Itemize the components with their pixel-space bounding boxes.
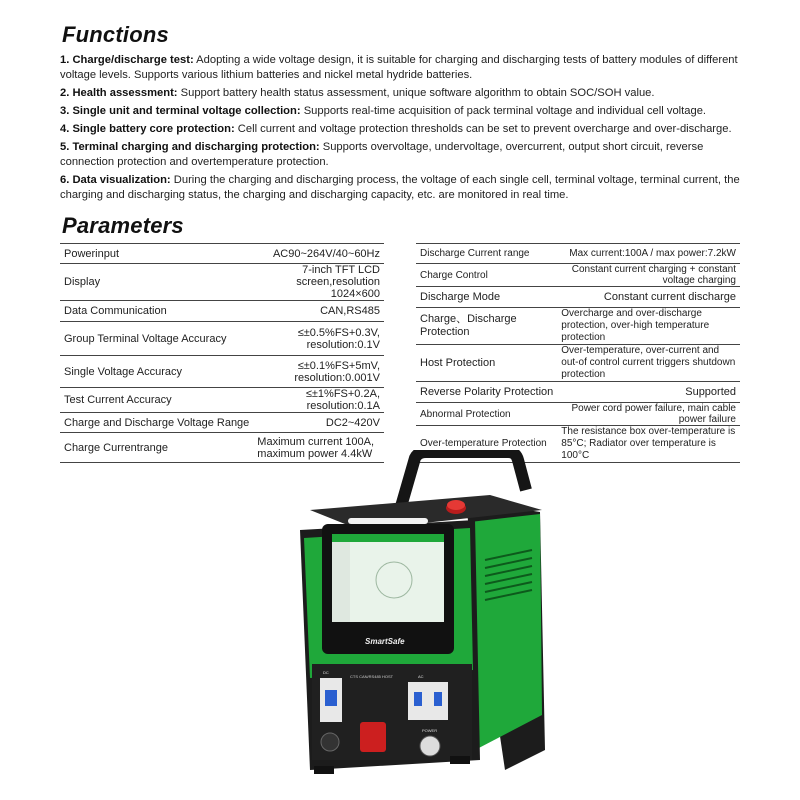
table-row (416, 382, 740, 403)
function-item (60, 86, 744, 101)
power-label: POWER (422, 728, 438, 733)
function-label: 5. Terminal charging and discharging protection: (60, 141, 320, 153)
function-text: Supports overvoltage, undervoltage, overcurrent, output short circuit, reverse connection protection and overtemperature protection. (60, 141, 704, 168)
param-label: Display (60, 264, 253, 301)
param-label: Single Voltage Accuracy (60, 356, 253, 388)
table-row (60, 244, 384, 264)
function-label: 6. Data visualization: (60, 174, 171, 186)
param-label: Data Communication (60, 301, 253, 322)
param-value: ≤±0.1%FS+5mV, resolution:0.001V (253, 356, 384, 388)
param-value: The resistance box over-temperature is 85°C; Radiator over temperature is 100°C (557, 426, 740, 463)
product-image (290, 450, 550, 790)
param-value: Over-temperature, over-current and out-of control current triggers shutdown protection (557, 345, 740, 382)
function-text: During the charging and discharging process, the voltage of each single cell, terminal voltage, terminal current, the charging and discharging status, the charging and discharging capacity, etc. are monitored in real time. (60, 174, 740, 201)
param-label: Discharge Current range (416, 244, 557, 264)
table-row (60, 356, 384, 388)
parameters-table-left (60, 243, 384, 463)
brand-logo: SmartSafe (365, 637, 405, 646)
function-label: 1. Charge/discharge test: (60, 54, 194, 66)
param-label: Group Terminal Voltage Accuracy (60, 322, 253, 356)
function-label: 3. Single unit and terminal voltage collection: (60, 105, 301, 117)
param-value: 7-inch TFT LCD screen,resolution 1024×600 (253, 264, 384, 301)
terminal-red (360, 722, 386, 752)
power-switch (420, 736, 440, 756)
param-value: ≤±1%FS+0.2A, resolution:0.1A (253, 388, 384, 413)
param-label: Charge、Discharge Protection (416, 308, 557, 345)
table-row (60, 322, 384, 356)
function-text: Cell current and voltage protection thresholds can be set to prevent overcharge and over-discharge. (237, 123, 732, 135)
function-item (60, 122, 744, 137)
function-text: Adopting a wide voltage design, it is suitable for charging and discharging tests of battery modules of different voltage levels. Supports various lithium batteries and nickel metal hydride batteries. (60, 54, 738, 81)
param-label: Reverse Polarity Protection (416, 382, 557, 403)
param-value: Constant current discharge (557, 287, 740, 308)
function-label: 4. Single battery core protection: (60, 123, 235, 135)
function-item (60, 140, 744, 170)
param-value: Supported (557, 382, 740, 403)
param-value: ≤±0.5%FS+0.3V, resolution:0.1V (253, 322, 384, 356)
battery-tester-illustration (290, 450, 550, 790)
param-label: Discharge Mode (416, 287, 557, 308)
functions-list (60, 53, 744, 206)
table-row (416, 308, 740, 345)
screen-header (332, 534, 444, 542)
parameters-heading: Parameters (62, 213, 184, 238)
table-row (416, 287, 740, 308)
table-row (416, 264, 740, 287)
table-row (60, 388, 384, 413)
param-value: Overcharge and over-discharge protection, over-high temperature protection (557, 308, 740, 345)
param-label: Charge Control (416, 264, 557, 287)
table-row (416, 403, 740, 426)
table-row (60, 301, 384, 322)
param-value: Power cord power failure, main cable power failure (557, 403, 740, 426)
foot (314, 766, 334, 774)
param-value: Maximum current 100A, maximum power 4.4kW (253, 433, 384, 463)
table-row (60, 264, 384, 301)
param-label: Over-temperature Protection (416, 426, 557, 463)
emergency-stop-cap (447, 500, 465, 510)
table-row (60, 413, 384, 433)
ac-label: AC (418, 674, 424, 679)
function-text: Support battery health status assessment, unique software algorithm to obtain SOC/SOH value. (180, 87, 655, 99)
connector-port (321, 733, 339, 751)
light-bar (348, 518, 428, 524)
param-label: Host Protection (416, 345, 557, 382)
function-item (60, 104, 744, 119)
param-value: Constant current charging + constant voltage charging (557, 264, 740, 287)
param-value: DC2~420V (253, 413, 384, 433)
param-label: Powerinput (60, 244, 253, 264)
param-value: AC90~264V/40~60Hz (253, 244, 384, 264)
function-text: Supports real-time acquisition of pack terminal voltage and individual cell voltage. (303, 105, 707, 117)
led-labels: CTS CAN/RS485 HOST (350, 674, 394, 679)
function-item (60, 173, 744, 203)
ac-breaker-switch (414, 692, 422, 706)
foot (450, 756, 470, 764)
dc-breaker-switch (325, 690, 337, 706)
table-row (416, 244, 740, 264)
parameters-table-right (416, 243, 740, 463)
screen-sidebar (332, 542, 350, 622)
function-label: 2. Health assessment: (60, 87, 178, 99)
param-label: Abnormal Protection (416, 403, 557, 426)
param-value: Max current:100A / max power:7.2kW (557, 244, 740, 264)
functions-heading: Functions (62, 22, 169, 47)
param-label: Charge and Discharge Voltage Range (60, 413, 253, 433)
table-row (416, 345, 740, 382)
param-label: Charge Currentrange (60, 433, 253, 463)
function-item (60, 53, 744, 83)
ac-breaker-switch (434, 692, 442, 706)
param-value: CAN,RS485 (253, 301, 384, 322)
param-label: Test Current Accuracy (60, 388, 253, 413)
dc-label: DC (323, 670, 329, 675)
